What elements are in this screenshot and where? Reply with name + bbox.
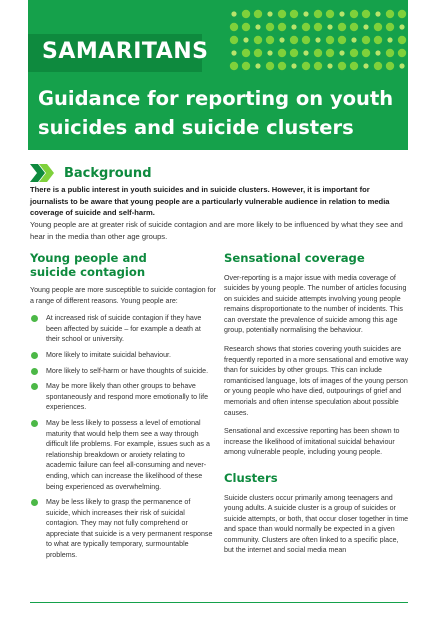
decorative-dot [386, 10, 394, 18]
decorative-dot [254, 49, 262, 57]
decorative-dot [374, 62, 382, 70]
decorative-dot [399, 63, 404, 68]
decorative-dot [338, 62, 346, 70]
dot-pattern-decoration [228, 8, 408, 74]
decorative-dot [243, 37, 248, 42]
list-item [30, 313, 216, 345]
decorative-dot [254, 10, 262, 18]
decorative-dot [279, 37, 284, 42]
decorative-dot [386, 49, 394, 57]
bullet-icon [31, 383, 38, 390]
brand-name: SAMARITANS [42, 39, 209, 64]
decorative-dot [339, 11, 344, 16]
decorative-dot [375, 50, 380, 55]
decorative-dot [386, 62, 394, 70]
footer-divider [30, 602, 408, 603]
list-item-text: May be more likely than other groups to behave spontaneously and respond more emotionally to life experiences. [46, 382, 209, 412]
header-band [28, 0, 408, 150]
bullet-icon [31, 420, 38, 427]
bullet-icon [31, 368, 38, 375]
decorative-dot [386, 23, 394, 31]
decorative-dot [351, 37, 356, 42]
decorative-dot [326, 36, 334, 44]
decorative-dot [302, 23, 310, 31]
double-chevron-icon [30, 164, 54, 182]
list-item-text: More likely to self-harm or have thoughts of suicide. [46, 366, 209, 375]
young-people-heading-line-2: suicide contagion [30, 264, 146, 279]
clusters-heading: Clusters [224, 471, 278, 485]
background-heading: Background [64, 165, 152, 181]
young-people-lead: Young people are more susceptible to suicide contagion for a range of different reasons. Young people are: [30, 286, 216, 305]
decorative-dot [278, 62, 286, 70]
decorative-dot [290, 36, 298, 44]
decorative-dot [255, 24, 260, 29]
decorative-dot [230, 36, 238, 44]
bullet-icon [31, 352, 38, 359]
decorative-dot [242, 23, 250, 31]
list-item [30, 418, 216, 492]
decorative-dot [290, 49, 298, 57]
decorative-dot [255, 63, 260, 68]
background-intro: Young people are at greater risk of suicide contagion and are more likely to be influenced by what they see and hear in the media than other age groups. [30, 220, 403, 241]
decorative-dot [338, 23, 346, 31]
decorative-dot [398, 36, 406, 44]
young-people-bullet-list [30, 313, 216, 560]
list-item-text: May be less likely to possess a level of emotional maturity that would help them see a way through difficult life problems. For example, issues such as a relationship breakdown or anxiety relating to academic failure can feel all-consuming and never-ending, which can increase the likelihood of these being experienced as overwhelming. [46, 418, 210, 491]
decorative-dot [315, 37, 320, 42]
decorative-dot [350, 10, 358, 18]
decorative-dot [363, 24, 368, 29]
decorative-dot [230, 23, 238, 31]
decorative-dot [314, 62, 322, 70]
decorative-dot [339, 50, 344, 55]
young-people-heading [30, 252, 216, 279]
decorative-dot [231, 50, 236, 55]
decorative-dot [266, 62, 274, 70]
decorative-dot [266, 36, 274, 44]
decorative-dot [387, 37, 392, 42]
list-item [30, 366, 216, 377]
decorative-dot [338, 36, 346, 44]
list-item [30, 350, 216, 361]
background-intro-bold: There is a public interest in youth suicides and in suicide clusters. However, it is important for journalists to be aware that young people are a particularly vulnerable audience in relation to media coverage of suicide and self-harm. [30, 185, 390, 218]
decorative-dot [362, 10, 370, 18]
sensational-paragraph: Over-reporting is a major issue with media coverage of suicides by young people. The number of articles focusing on suicides and suicide attempts involving young people remains disproportionate to the number of incidents. This can overstate the prevalence of suicide among this age group, potentially normalising the behaviour. [224, 273, 407, 335]
decorative-dot [278, 49, 286, 57]
decorative-dot [326, 49, 334, 57]
decorative-dot [242, 49, 250, 57]
clusters-paragraph: Suicide clusters occur primarily among teenagers and young adults. A suicide cluster is a group of suicides or suicide attempts, or both, that occur closer together in time and space than would normally be expected in a given community. Clusters are often linked to a specific place, but the internet and social media mean [224, 493, 409, 555]
page-title-line-2: suicides and suicide clusters [38, 116, 354, 139]
decorative-dot [362, 36, 370, 44]
young-people-heading-line-1: Young people and [30, 251, 147, 265]
decorative-dot [327, 24, 332, 29]
decorative-dot [350, 62, 358, 70]
decorative-dot [254, 36, 262, 44]
sensational-coverage-heading: Sensational coverage [224, 251, 365, 265]
decorative-dot [303, 50, 308, 55]
decorative-dot [267, 11, 272, 16]
decorative-dot [314, 49, 322, 57]
coverage-section [224, 252, 410, 556]
page-title-line-1: Guidance for reporting on youth [38, 87, 394, 110]
decorative-dot [399, 24, 404, 29]
decorative-dot [350, 49, 358, 57]
young-people-section [30, 252, 216, 566]
list-item-text: May be less likely to grasp the permanence of suicide, which increases their risk of suicidal contagion. They may not fully comprehend or appreciate that suicide is a very permanent response to what are typically temporary, surmountable problems. [46, 498, 213, 560]
decorative-dot [374, 23, 382, 31]
decorative-dot [266, 23, 274, 31]
decorative-dot [278, 10, 286, 18]
decorative-dot [362, 49, 370, 57]
decorative-dot [230, 62, 238, 70]
background-heading-row [30, 162, 152, 184]
page-title [38, 84, 398, 142]
decorative-dot [291, 24, 296, 29]
decorative-dot [375, 11, 380, 16]
decorative-dot [267, 50, 272, 55]
decorative-dot [398, 10, 406, 18]
decorative-dot [302, 62, 310, 70]
list-item-text: At increased risk of suicide contagion if they have been affected by suicide – for example a death at their school or university. [46, 314, 202, 344]
decorative-dot [291, 63, 296, 68]
decorative-dot [231, 11, 236, 16]
bullet-icon [31, 315, 38, 322]
list-item-text: More likely to imitate suicidal behaviour. [46, 350, 171, 359]
list-item [30, 497, 216, 561]
decorative-dot [327, 63, 332, 68]
samaritans-logo [28, 34, 209, 72]
bullet-icon [31, 499, 38, 506]
decorative-dot [290, 10, 298, 18]
decorative-dot [363, 63, 368, 68]
decorative-dot [242, 62, 250, 70]
decorative-dot [303, 11, 308, 16]
decorative-dot [326, 10, 334, 18]
decorative-dot [350, 23, 358, 31]
decorative-dot [314, 10, 322, 18]
decorative-dot [278, 23, 286, 31]
sensational-paragraph: Research shows that stories covering youth suicides are frequently reported in a more sensational and emotive way than for suicides by other groups. This can include romanticised language, lots of images of the young person or young people who have died, outpourings of grief and memorials and often intense speculation about possible causes. [224, 345, 409, 417]
list-item [30, 381, 216, 413]
decorative-dot [302, 36, 310, 44]
decorative-dot [314, 23, 322, 31]
decorative-dot [374, 36, 382, 44]
decorative-dot [398, 49, 406, 57]
sensational-paragraph: Sensational and excessive reporting has been shown to increase the likelihood of imitational suicidal behaviour among vulnerable people, including young people. [224, 427, 400, 457]
decorative-dot [242, 10, 250, 18]
